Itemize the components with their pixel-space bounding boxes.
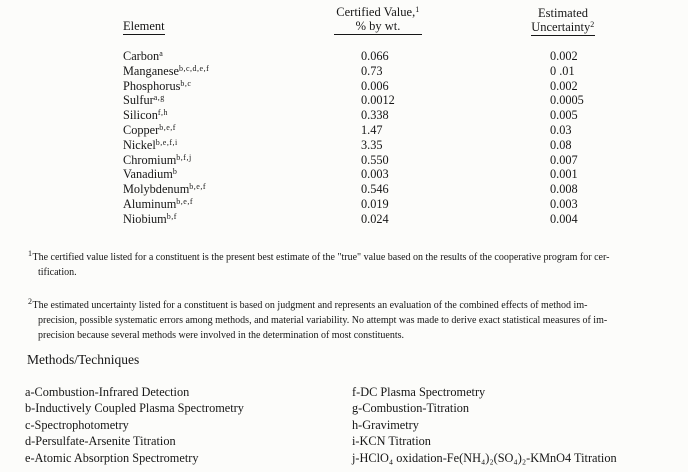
column-header-element (123, 19, 165, 34)
footnote-2-line2: precision, possible systematic errors among methods, and material variability. No attempt was made to derive exact statistical measures of im- (38, 315, 608, 326)
uncertainty-value: 0.003 (550, 196, 578, 211)
method-item: e-Atomic Absorption Spectrometry (25, 450, 199, 465)
footnote-2 (28, 298, 682, 343)
method-footnote-marker: b,f (166, 211, 177, 221)
footnote-1-line1: $^1$The certified value listed for a constituent is the present best estimate of the "true" value based on the results of the cooperative program for cer- (28, 249, 610, 263)
uncertainty-value: 0.005 (550, 108, 578, 123)
element-name: Molybdenum$^{b,e,f}$ (123, 182, 206, 197)
uncertainty-value: 0 .01 (550, 63, 575, 78)
uncertainty-value: 0.007 (550, 152, 578, 167)
method-item: b-Inductively Coupled Plasma Spectrometry (25, 401, 244, 416)
uncertainty-header-line1: Estimated (538, 6, 588, 20)
element-name: Copper$^{b,e,f}$ (123, 122, 176, 137)
uncertainty-value: 0.001 (550, 167, 578, 182)
method-footnote-marker: b,f,j (176, 152, 192, 162)
footnote-2-marker: 2 (28, 297, 33, 306)
footnote-1 (28, 251, 682, 280)
table-row (123, 93, 688, 108)
element-name: Manganese$^{b,c,d,e,f}$ (123, 63, 210, 78)
element-name: Nickel$^{b,e,f,i}$ (123, 137, 178, 152)
uncertainty-value: 0.008 (550, 182, 578, 197)
method-footnote-marker: b,c,d,e,f (179, 63, 210, 73)
certified-header-line1: Certified Value,$^1$ (336, 5, 420, 19)
footnote-2-line3: precision because several methods were involved in the determination of most constituents. (38, 330, 405, 341)
methods-list-right (352, 384, 617, 466)
element-name: Niobium$^{b,f}$ (123, 211, 177, 226)
method-item: g-Combustion-Titration (352, 401, 470, 416)
column-header-certified-value (298, 5, 458, 35)
method-footnote-marker: b,e,f (189, 182, 206, 192)
table-row (123, 108, 688, 123)
uncertainty-value: 0.0005 (550, 93, 584, 108)
certified-value: 1.47 (361, 122, 383, 137)
footnote-ref-2: 2 (590, 20, 595, 29)
uncertainty-value: 0.03 (550, 122, 572, 137)
method-footnote-marker: b,c (180, 78, 192, 88)
uncertainty-value: 0.004 (550, 211, 578, 226)
certified-value: 3.35 (361, 137, 383, 152)
method-item: h-Gravimetry (352, 417, 419, 432)
certified-value: 0.550 (361, 152, 389, 167)
table-row (123, 79, 688, 94)
method-footnote-marker: f,h (157, 108, 169, 118)
certified-value: 0.006 (361, 78, 389, 93)
table-row (123, 197, 688, 212)
uncertainty-header-line2: Uncertainty$^2$ (531, 20, 595, 34)
method-footnote-marker: a,g (153, 93, 165, 103)
element-name: Chromium$^{b,f,j}$ (123, 152, 192, 167)
column-header-uncertainty (483, 6, 643, 36)
certified-value: 0.546 (361, 182, 389, 197)
methods-list-left (25, 384, 244, 466)
footnote-2-line1: $^2$The estimated uncertainty listed for a constituent is based on judgment and represents an evaluation of the combined effects of method im- (28, 297, 588, 311)
element-name: Sulfur$^{a,g}$ (123, 93, 165, 108)
element-name: Silicon$^{f,h}$ (123, 108, 169, 123)
method-item: f-DC Plasma Spectrometry (352, 385, 486, 399)
method-item: j-HClO₄ oxidation-Fe(NH₄)₂(SO₄)₂-KMnO4 Titration (352, 450, 617, 465)
method-footnote-marker: b (172, 167, 178, 177)
certified-value: 0.066 (361, 49, 389, 63)
table-row (123, 167, 688, 182)
method-item: c-Spectrophotometry (25, 417, 129, 432)
uncertainty-value: 0.002 (550, 49, 578, 63)
table-row (123, 212, 688, 227)
element-name: Carbon$^a$ (123, 49, 164, 63)
footnote-1-line2: tification. (38, 266, 77, 278)
method-footnote-marker: b,e,f (176, 196, 194, 206)
method-footnote-marker: b,e,f (159, 122, 176, 132)
table-row (123, 49, 688, 64)
element-name: Aluminum$^{b,e,f}$ (123, 196, 194, 211)
element-name: Phosphorus$^{b,c}$ (123, 78, 192, 93)
table-row (123, 138, 688, 153)
footnote-ref-1: 1 (415, 5, 420, 14)
uncertainty-value: 0.002 (550, 78, 578, 93)
method-item: i-KCN Titration (352, 434, 431, 449)
certified-value: 0.338 (361, 108, 389, 123)
certified-value: 0.003 (361, 167, 389, 182)
certified-value: 0.019 (361, 196, 389, 211)
certified-value: 0.024 (361, 211, 389, 226)
certified-value: 0.0012 (361, 93, 395, 108)
table-row (123, 123, 688, 138)
method-footnote-marker: b,e,f,i (155, 137, 178, 147)
certified-values-table (0, 49, 688, 227)
method-item: a-Combustion-Infrared Detection (25, 385, 190, 399)
uncertainty-value: 0.08 (550, 137, 572, 152)
method-item: d-Persulfate-Arsenite Titration (25, 434, 176, 449)
certified-header-line2: % by wt. (298, 19, 458, 35)
table-row (123, 182, 688, 197)
element-name: Vanadium$^b$ (123, 167, 178, 182)
table-row (123, 153, 688, 168)
method-footnote-marker: a (159, 49, 164, 58)
footnote-1-marker: 1 (28, 249, 33, 258)
element-header-label: Element (123, 19, 165, 33)
certified-value: 0.73 (361, 63, 383, 78)
methods-section-title: Methods/Techniques (27, 352, 140, 367)
table-row (123, 64, 688, 79)
